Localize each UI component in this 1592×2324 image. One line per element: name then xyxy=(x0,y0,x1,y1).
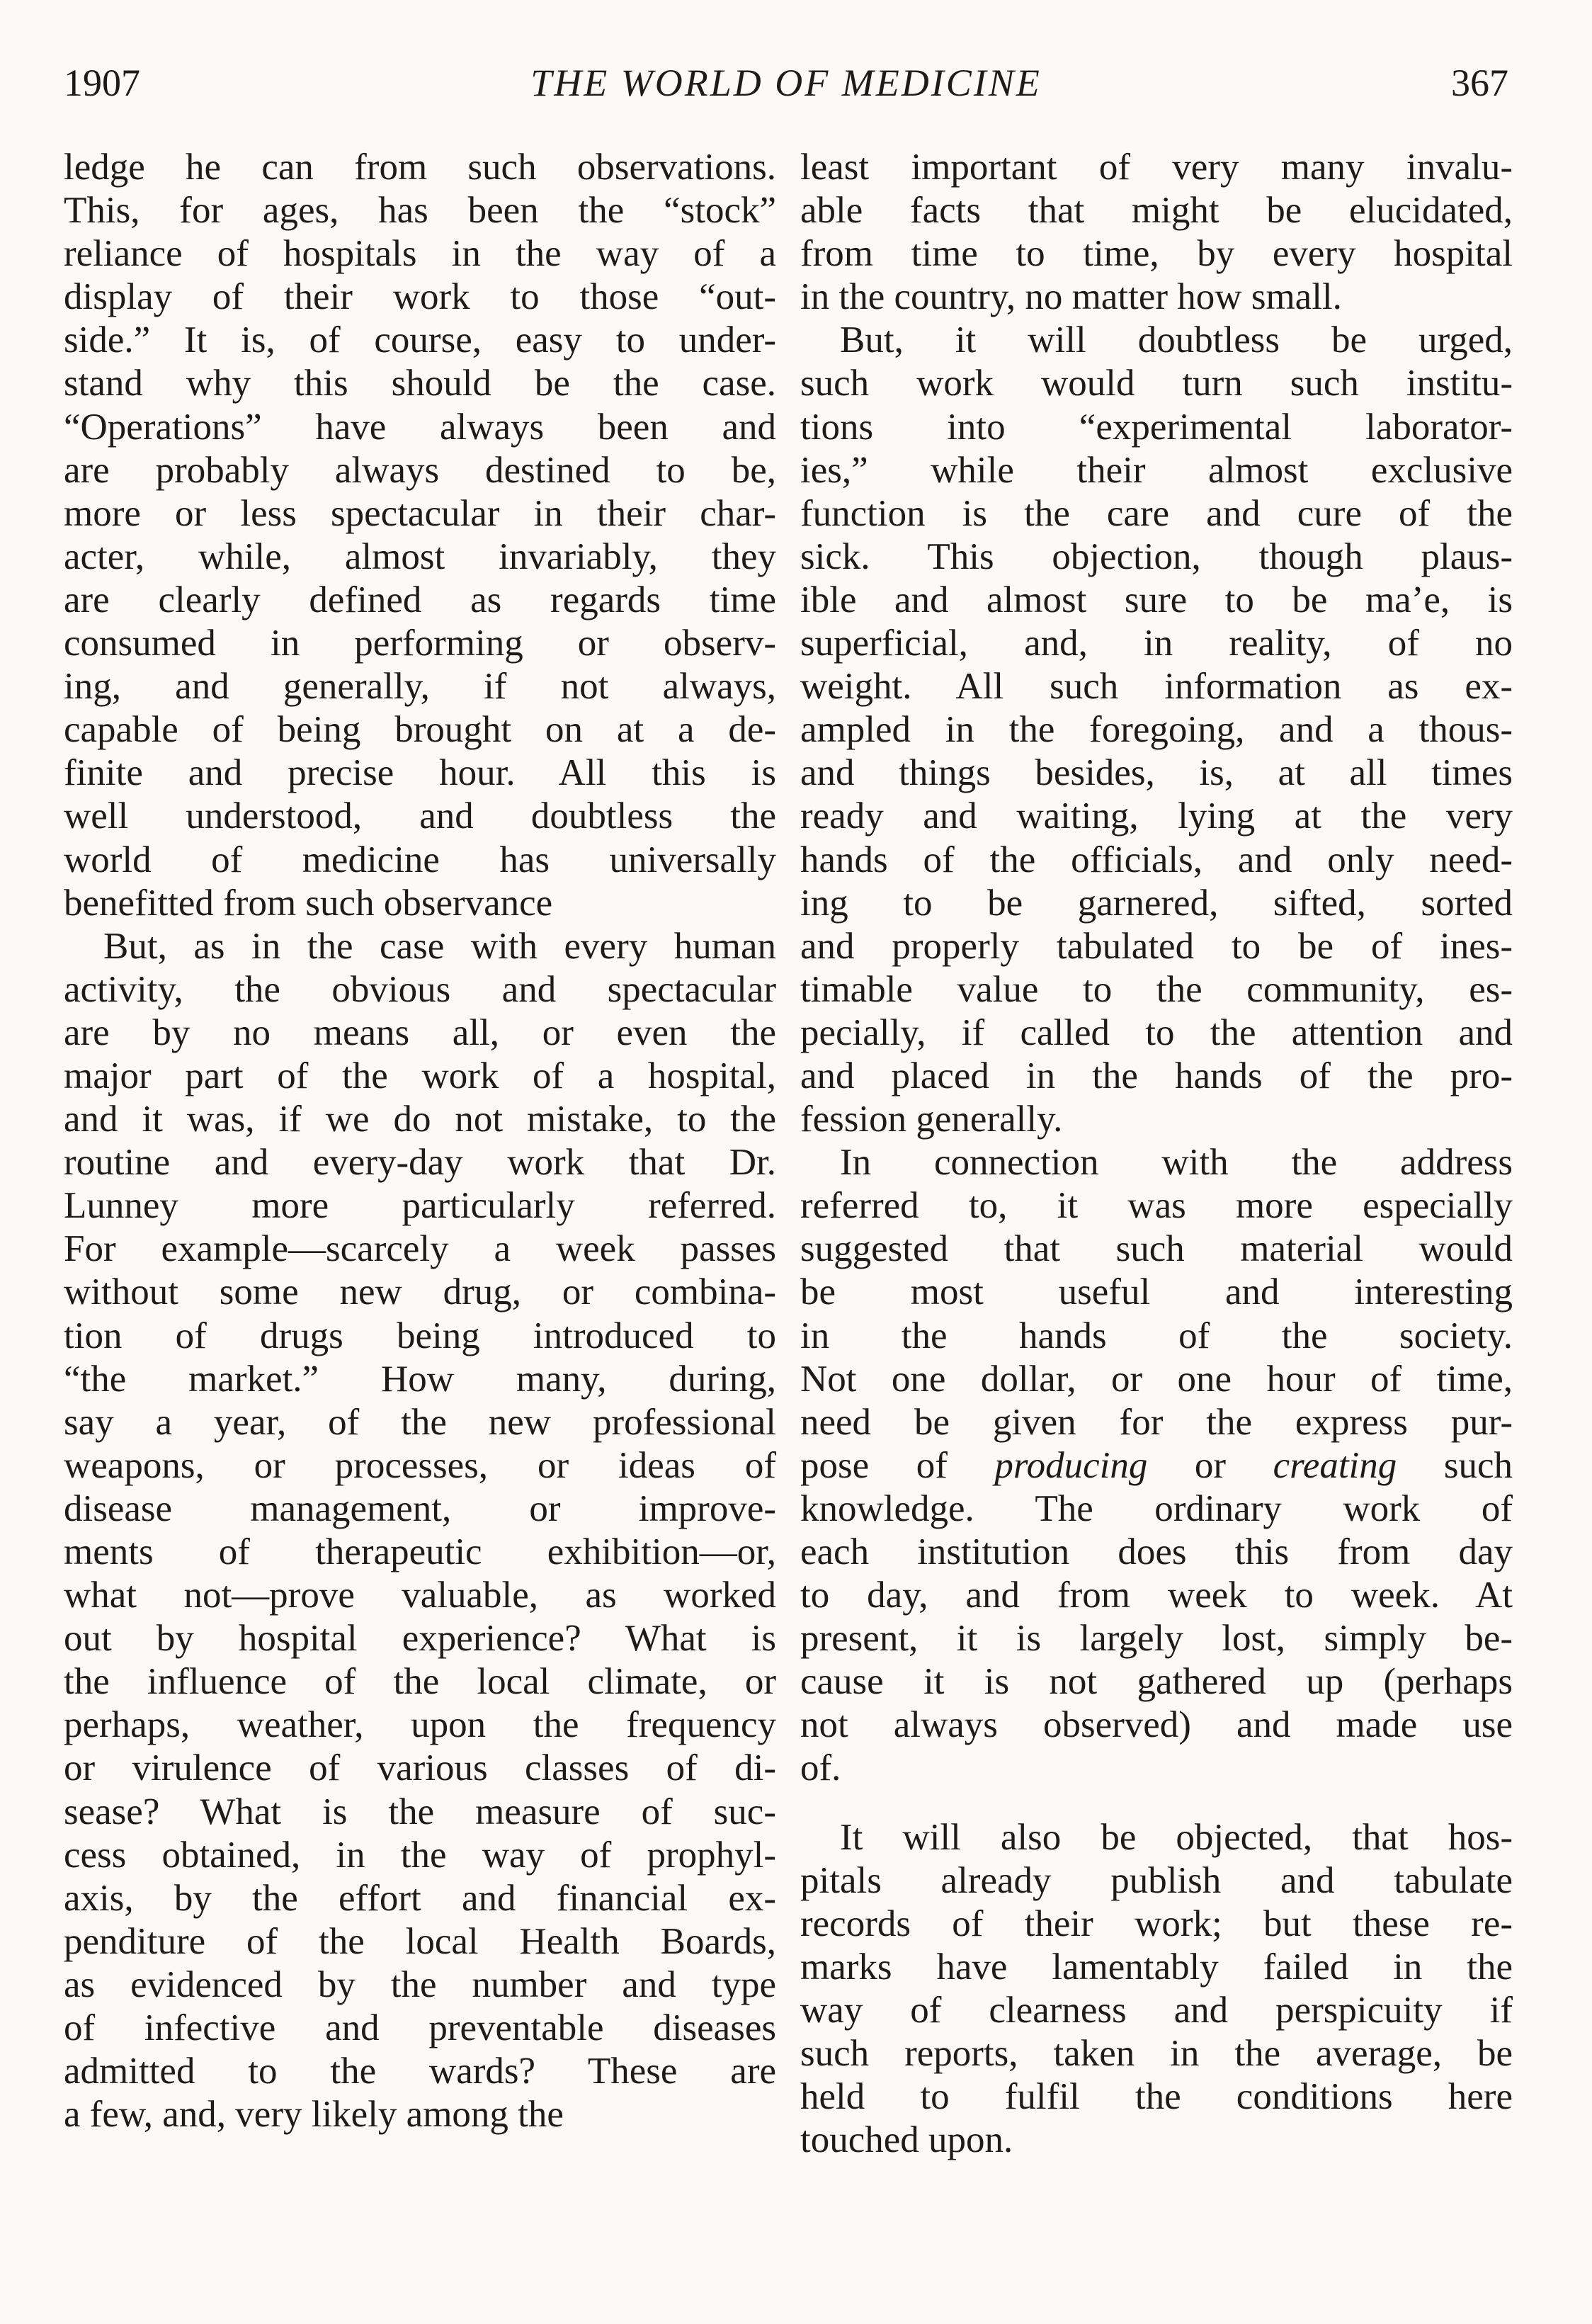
text-line: function is the care and cure of the xyxy=(800,492,1513,534)
text-line: weight. All such information as ex- xyxy=(800,666,1513,708)
text-line: what not—prove valuable, as worked xyxy=(64,1575,776,1616)
text-line: and properly tabulated to be of ines- xyxy=(800,925,1513,967)
text-line: in the hands of the society. xyxy=(800,1315,1513,1356)
text-line: pose of producing or creating such xyxy=(800,1444,1513,1486)
text-line: least important of very many invalu- xyxy=(800,147,1513,188)
text-line: display of their work to those “out- xyxy=(64,276,776,318)
text-line: suggested that such material would xyxy=(800,1228,1513,1270)
text-line: superficial, and, in reality, of no xyxy=(800,623,1513,664)
text-line: knowledge. The ordinary work of xyxy=(800,1487,1513,1529)
text-line: say a year, of the new professional xyxy=(64,1401,776,1443)
text-line: records of their work; but these re- xyxy=(800,1903,1513,1944)
text-line: in the country, no matter how small. xyxy=(800,276,1342,318)
text-line: But, as in the case with every human xyxy=(103,925,776,967)
text-line: finite and precise hour. All this is xyxy=(64,752,776,794)
text-line: perhaps, weather, upon the frequency xyxy=(64,1704,776,1746)
right-column xyxy=(800,146,1513,2162)
text-line: are by no means all, or even the xyxy=(64,1011,776,1053)
text-line: world of medicine has universally xyxy=(64,839,776,880)
text-line: held to fulfil the conditions here xyxy=(800,2076,1513,2118)
text-line: It will also be objected, that hos- xyxy=(840,1816,1513,1858)
text-line: ing to be garnered, sifted, sorted xyxy=(800,882,1513,924)
text-line: cess obtained, in the way of prophyl- xyxy=(64,1834,776,1876)
text-line: “Operations” have always been and xyxy=(64,406,776,448)
text-line: cause it is not gathered up (perhaps xyxy=(800,1661,1513,1703)
text-line: acter, while, almost invariably, they xyxy=(64,535,776,577)
text-line: ledge he can from such observations. xyxy=(64,147,776,188)
text-line: more or less spectacular in their char- xyxy=(64,492,776,534)
text-line: axis, by the effort and financial ex- xyxy=(64,1877,776,1919)
text-line: are clearly defined as regards time xyxy=(64,579,776,620)
text-line: and placed in the hands of the pro- xyxy=(800,1055,1513,1096)
text-line: Lunney more particularly referred. xyxy=(64,1185,776,1227)
text-line: such work would turn such institu- xyxy=(800,363,1513,404)
text-line: sick. This objection, though plaus- xyxy=(800,535,1513,577)
text-line: without some new drug, or combina- xyxy=(64,1271,776,1313)
text-line: not always observed) and made use xyxy=(800,1704,1513,1746)
text-line: activity, the obvious and spectacular xyxy=(64,968,776,1010)
text-line: ing, and generally, if not always, xyxy=(64,666,776,708)
text-line: ies,” while their almost exclusive xyxy=(800,449,1513,491)
text-line: reliance of hospitals in the way of a xyxy=(64,233,776,275)
text-line: routine and every-day work that Dr. xyxy=(64,1142,776,1184)
text-line: tion of drugs being introduced to xyxy=(64,1315,776,1356)
text-line: ampled in the foregoing, and a thous- xyxy=(800,709,1513,751)
text-line: marks have lamentably failed in the xyxy=(800,1946,1513,1988)
text-line: as evidenced by the number and type xyxy=(64,1963,776,2005)
paragraph xyxy=(800,1141,1513,1790)
text-line: “the market.” How many, during, xyxy=(64,1358,776,1400)
paragraph xyxy=(800,1816,1513,2163)
text-line: and things besides, is, at all times xyxy=(800,752,1513,794)
header-year: 1907 xyxy=(64,62,140,104)
text-line: capable of being brought on at a de- xyxy=(64,709,776,751)
paragraph xyxy=(800,146,1513,319)
text-line: able facts that might be elucidated, xyxy=(800,190,1513,232)
text-line: penditure of the local Health Boards, xyxy=(64,1920,776,1962)
text-line: timable value to the community, es- xyxy=(800,968,1513,1010)
left-column xyxy=(64,146,776,2136)
text-line: referred to, it was more especially xyxy=(800,1185,1513,1227)
text-line: benefitted from such observance xyxy=(64,882,553,924)
text-line: to day, and from week to week. At xyxy=(800,1575,1513,1616)
journal-title: THE WORLD OF MEDICINE xyxy=(530,62,1042,104)
emphasis: creating xyxy=(1273,1444,1397,1486)
text-line: from time to time, by every hospital xyxy=(800,233,1513,275)
paragraph xyxy=(64,146,776,925)
text-line: sease? What is the measure of suc- xyxy=(64,1791,776,1832)
paragraph xyxy=(64,925,776,2137)
text-line: This, for ages, has been the “stock” xyxy=(64,190,776,232)
text-line: present, it is largely lost, simply be- xyxy=(800,1618,1513,1660)
text-line: fession generally. xyxy=(800,1099,1063,1140)
text-line: side.” It is, of course, easy to under- xyxy=(64,319,776,361)
text-line: the influence of the local climate, or xyxy=(64,1661,776,1703)
paragraph xyxy=(800,319,1513,1141)
text-line: weapons, or processes, or ideas of xyxy=(64,1444,776,1486)
text-line: such reports, taken in the average, be xyxy=(800,2033,1513,2075)
text-line: are probably always destined to be, xyxy=(64,449,776,491)
text-line: or virulence of various classes of di- xyxy=(64,1747,776,1789)
paragraph-gap xyxy=(800,1791,1513,1816)
text-line: of infective and preventable diseases xyxy=(64,2007,776,2049)
text-line: need be given for the express pur- xyxy=(800,1401,1513,1443)
text-line: Not one dollar, or one hour of time, xyxy=(800,1358,1513,1400)
text-line: stand why this should be the case. xyxy=(64,363,776,404)
text-line: hands of the officials, and only need- xyxy=(800,839,1513,880)
text-line: pecially, if called to the attention and xyxy=(800,1011,1513,1053)
text-line: tions into “experimental laborator- xyxy=(800,406,1513,448)
text-line: out by hospital experience? What is xyxy=(64,1618,776,1660)
text-line: of. xyxy=(800,1747,841,1789)
text-line: ible and almost sure to be ma’e, is xyxy=(800,579,1513,620)
text-line: well understood, and doubtless the xyxy=(64,795,776,837)
text-line: ready and waiting, lying at the very xyxy=(800,795,1513,837)
text-line: ments of therapeutic exhibition—or, xyxy=(64,1531,776,1572)
text-line: In connection with the address xyxy=(840,1142,1513,1184)
text-line: pitals already publish and tabulate xyxy=(800,1859,1513,1901)
text-line: way of clearness and perspicuity if xyxy=(800,1989,1513,2031)
text-line: each institution does this from day xyxy=(800,1531,1513,1572)
text-line: and it was, if we do not mistake, to the xyxy=(64,1099,776,1140)
text-line: consumed in performing or observ- xyxy=(64,623,776,664)
text-line: touched upon. xyxy=(800,2119,1013,2161)
page-number: 367 xyxy=(1451,62,1508,104)
text-line: major part of the work of a hospital, xyxy=(64,1055,776,1096)
running-head xyxy=(64,58,1508,115)
text-line: a few, and, very likely among the xyxy=(64,2094,564,2136)
text-line: admitted to the wards? These are xyxy=(64,2051,776,2092)
emphasis: producing xyxy=(994,1444,1148,1486)
text-line: disease management, or improve- xyxy=(64,1487,776,1529)
text-line: But, it will doubtless be urged, xyxy=(840,319,1513,361)
text-line: For example—scarcely a week passes xyxy=(64,1228,776,1270)
text-line: be most useful and interesting xyxy=(800,1271,1513,1313)
